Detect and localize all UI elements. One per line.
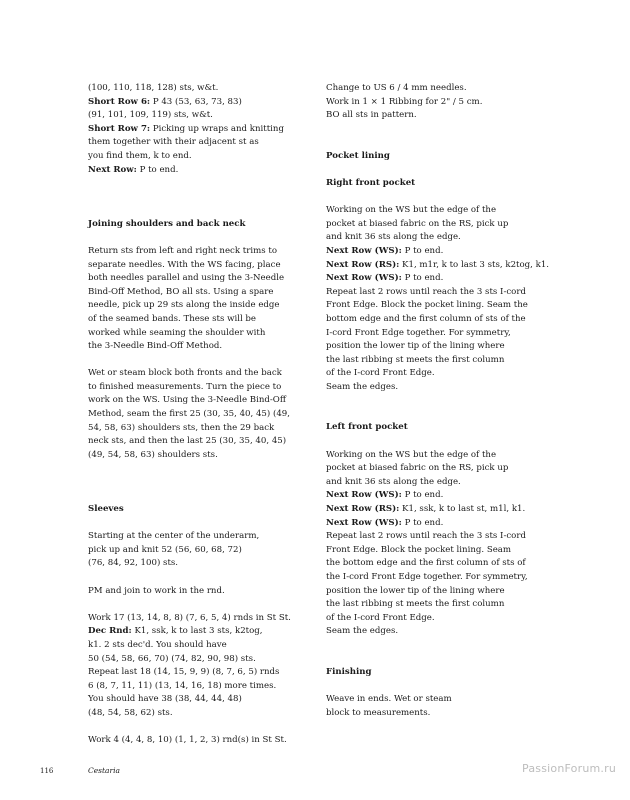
text-line [326, 96, 534, 110]
text-line [88, 625, 296, 639]
line-text: Seam the edges. [326, 381, 399, 392]
text-line [326, 462, 534, 476]
line-text: 6 (8, 7, 11, 11) (13, 14, 16, 18) more times. [88, 680, 277, 691]
text-line [88, 96, 296, 110]
line-text: Finishing [326, 666, 372, 677]
line-text: Repeat last 2 rows until reach the 3 sts I-cord [326, 286, 526, 297]
spacer [88, 598, 296, 612]
row-label: Dec Rnd: [88, 626, 132, 637]
spacer [326, 639, 534, 666]
line-text: work on the WS. Using the 3-Needle Bind-Off [88, 395, 286, 406]
line-text: P to end. [401, 517, 444, 528]
line-text: k1. 2 sts dec'd. You should have [88, 639, 227, 650]
text-line [88, 544, 296, 558]
row-label: Next Row (WS): [326, 490, 402, 501]
line-text: Working on the WS but the edge of the [326, 205, 497, 216]
text-line [88, 693, 296, 707]
text-line [326, 449, 534, 463]
line-text: Return sts from left and right neck trims to [88, 245, 278, 256]
spacer [326, 163, 534, 177]
text-line [88, 245, 296, 259]
line-text: the last ribbing st meets the first column [326, 599, 505, 610]
spacer [326, 123, 534, 150]
line-text: of the I-cord Front Edge. [326, 612, 435, 623]
line-text: you find them, k to end. [88, 150, 192, 161]
line-text: BO all sts in pattern. [326, 110, 417, 121]
line-text: pocket at biased fabric on the RS, pick up [326, 463, 509, 474]
text-line [326, 204, 534, 218]
section-heading [326, 177, 534, 191]
line-text: Wet or steam block both fronts and the back [88, 368, 282, 379]
page-number: 116 [40, 767, 54, 775]
spacer [88, 462, 296, 489]
text-line [88, 612, 296, 626]
row-label: Next Row (WS): [326, 245, 402, 256]
line-text: K1, ssk, k to last 3 sts, k2tog, [131, 626, 263, 637]
section-heading [326, 666, 534, 680]
footer-title: Cestaria [88, 766, 120, 775]
text-line [88, 653, 296, 667]
row-label: Next Row (RS): [326, 259, 400, 270]
line-text: You should have 38 (38, 44, 44, 48) [88, 694, 242, 705]
text-line [326, 313, 534, 327]
text-line [88, 286, 296, 300]
line-text: pick up and knit 52 (56, 60, 68, 72) [88, 544, 242, 555]
text-line [88, 340, 296, 354]
text-line [326, 693, 534, 707]
spacer [326, 191, 534, 205]
line-text: P to end. [136, 164, 179, 175]
line-text: K1, m1r, k to last 3 sts, k2tog, k1. [399, 259, 550, 270]
line-text: Work in 1 × 1 Ribbing for 2" / 5 cm. [326, 96, 483, 107]
line-text: Right front pocket [326, 177, 416, 188]
text-line [326, 544, 534, 558]
text-line [88, 707, 296, 721]
text-line [326, 327, 534, 341]
line-text: and knit 36 sts along the edge. [326, 476, 461, 487]
line-text: them together with their adjacent st as [88, 137, 259, 148]
line-text: of the seamed bands. These sts will be [88, 313, 257, 324]
text-line [88, 136, 296, 150]
text-line [88, 109, 296, 123]
text-line [88, 394, 296, 408]
line-text: needle, pick up 29 sts along the inside edge [88, 300, 280, 311]
watermark: PassionForum.ru [522, 762, 616, 775]
text-line [88, 299, 296, 313]
text-line [88, 164, 296, 178]
text-line [326, 354, 534, 368]
line-text: position the lower tip of the lining where [326, 341, 505, 352]
line-text: Sleeves [88, 504, 124, 515]
line-text: P to end. [401, 490, 444, 501]
spacer [88, 354, 296, 368]
text-line [88, 449, 296, 463]
left-column [88, 82, 296, 748]
row-label: Next Row (WS): [326, 517, 402, 528]
text-line [326, 299, 534, 313]
row-label: Next Row (WS): [326, 273, 402, 284]
text-line [88, 408, 296, 422]
right-column [326, 82, 550, 720]
line-text: I-cord Front Edge together. For symmetry, [326, 327, 511, 338]
line-text: Bind-Off Method, BO all sts. Using a spare [88, 286, 274, 297]
text-line [326, 585, 534, 599]
text-line [88, 381, 296, 395]
line-text: Joining shoulders and back neck [88, 218, 246, 229]
line-text: Method, seam the first 25 (30, 35, 40, 45) (49, [88, 409, 291, 420]
text-line [326, 231, 534, 245]
spacer [88, 517, 296, 531]
line-text: Repeat last 18 (14, 15, 9, 9) (8, 7, 6, 5) rnds [88, 667, 280, 678]
line-text: (91, 101, 109, 119) sts, w&t. [88, 110, 213, 121]
line-text: the bottom edge and the first column of sts of [326, 558, 526, 569]
line-text: worked while seaming the shoulder with [88, 327, 266, 338]
line-text: Weave in ends. Wet or steam [326, 694, 452, 705]
section-heading [88, 503, 296, 517]
text-line [326, 272, 534, 286]
text-line [326, 612, 534, 626]
line-text: Picking up wraps and knitting [150, 123, 284, 134]
text-line [326, 476, 534, 490]
spacer [326, 435, 534, 449]
section-heading [326, 150, 534, 164]
line-text: of the I-cord Front Edge. [326, 368, 435, 379]
spacer [88, 571, 296, 585]
spacer [88, 489, 296, 503]
line-text: (76, 84, 92, 100) sts. [88, 558, 179, 569]
text-line [88, 530, 296, 544]
line-text: Pocket lining [326, 150, 390, 161]
line-text: Front Edge. Block the pocket lining. Seam [326, 544, 512, 555]
line-text: (48, 54, 58, 62) sts. [88, 707, 173, 718]
line-text: P 43 (53, 63, 73, 83) [150, 96, 242, 107]
text-line [326, 707, 534, 721]
spacer [88, 177, 296, 204]
spacer [88, 204, 296, 218]
line-text: PM and join to work in the rnd. [88, 585, 225, 596]
line-text: Starting at the center of the underarm, [88, 531, 260, 542]
text-line [88, 259, 296, 273]
text-line [88, 639, 296, 653]
text-line [326, 571, 534, 585]
text-line [88, 272, 296, 286]
text-line [88, 367, 296, 381]
row-label: Short Row 6: [88, 96, 151, 107]
line-text: Left front pocket [326, 422, 408, 433]
line-text: Work 17 (13, 14, 8, 8) (7, 6, 5, 4) rnds in St St. [88, 612, 291, 623]
text-line [326, 259, 550, 273]
line-text: neck sts, and then the last 25 (30, 35, 40, 45) [88, 436, 287, 447]
line-text: block to measurements. [326, 707, 431, 718]
text-line [326, 340, 534, 354]
text-line [88, 666, 296, 680]
line-text: 54, 58, 63) shoulders sts, then the 29 back [88, 422, 275, 433]
line-text: P to end. [401, 273, 444, 284]
text-line [326, 625, 534, 639]
text-line [88, 435, 296, 449]
line-text: Working on the WS but the edge of the [326, 449, 497, 460]
line-text: Front Edge. Block the pocket lining. Seam the [326, 300, 528, 311]
text-line [88, 734, 296, 748]
line-text: (100, 110, 118, 128) sts, w&t. [88, 83, 219, 93]
text-line [326, 381, 534, 395]
line-text: bottom edge and the first column of sts of the [326, 313, 526, 324]
row-label: Short Row 7: [88, 123, 151, 134]
line-text: Seam the edges. [326, 626, 399, 637]
text-line [88, 150, 296, 164]
spacer [88, 721, 296, 735]
text-line [88, 313, 296, 327]
spacer [326, 394, 534, 421]
text-line [326, 82, 534, 96]
text-line [88, 82, 296, 96]
line-text: both needles parallel and using the 3-Needle [88, 273, 285, 284]
line-text: and knit 36 sts along the edge. [326, 232, 461, 243]
section-heading [88, 218, 296, 232]
section-heading [326, 421, 534, 435]
line-text: separate needles. With the WS facing, place [88, 259, 281, 270]
text-line [88, 422, 296, 436]
text-line [88, 123, 296, 137]
text-line [326, 517, 534, 531]
text-line [88, 557, 296, 571]
spacer [326, 680, 534, 694]
line-text: Change to US 6 / 4 mm needles. [326, 83, 467, 93]
text-line [326, 218, 534, 232]
line-text: to finished measurements. Turn the piece to [88, 381, 282, 392]
text-line [326, 245, 534, 259]
line-text: the last ribbing st meets the first column [326, 354, 505, 365]
row-label: Next Row (RS): [326, 504, 400, 515]
text-line [88, 327, 296, 341]
text-line [326, 598, 534, 612]
text-line [326, 557, 534, 571]
line-text: Work 4 (4, 4, 8, 10) (1, 1, 2, 3) rnd(s) in St St. [88, 735, 287, 746]
line-text: 50 (54, 58, 66, 70) (74, 82, 90, 98) sts. [88, 653, 256, 664]
row-label: Next Row: [88, 164, 137, 175]
text-line [326, 367, 534, 381]
line-text: the 3-Needle Bind-Off Method. [88, 341, 223, 352]
line-text: position the lower tip of the lining where [326, 585, 505, 596]
line-text: Repeat last 2 rows until reach the 3 sts I-cord [326, 531, 526, 542]
text-line [326, 503, 534, 517]
line-text: P to end. [401, 245, 444, 256]
text-line [326, 530, 534, 544]
text-line [326, 489, 534, 503]
text-line [88, 680, 296, 694]
line-text: K1, ssk, k to last st, m1l, k1. [399, 504, 526, 515]
text-line [88, 585, 296, 599]
text-line [326, 286, 534, 300]
text-line [326, 109, 534, 123]
line-text: pocket at biased fabric on the RS, pick up [326, 218, 509, 229]
line-text: the I-cord Front Edge together. For symmetry, [326, 572, 528, 582]
line-text: (49, 54, 58, 63) shoulders sts. [88, 449, 218, 460]
spacer [88, 231, 296, 245]
